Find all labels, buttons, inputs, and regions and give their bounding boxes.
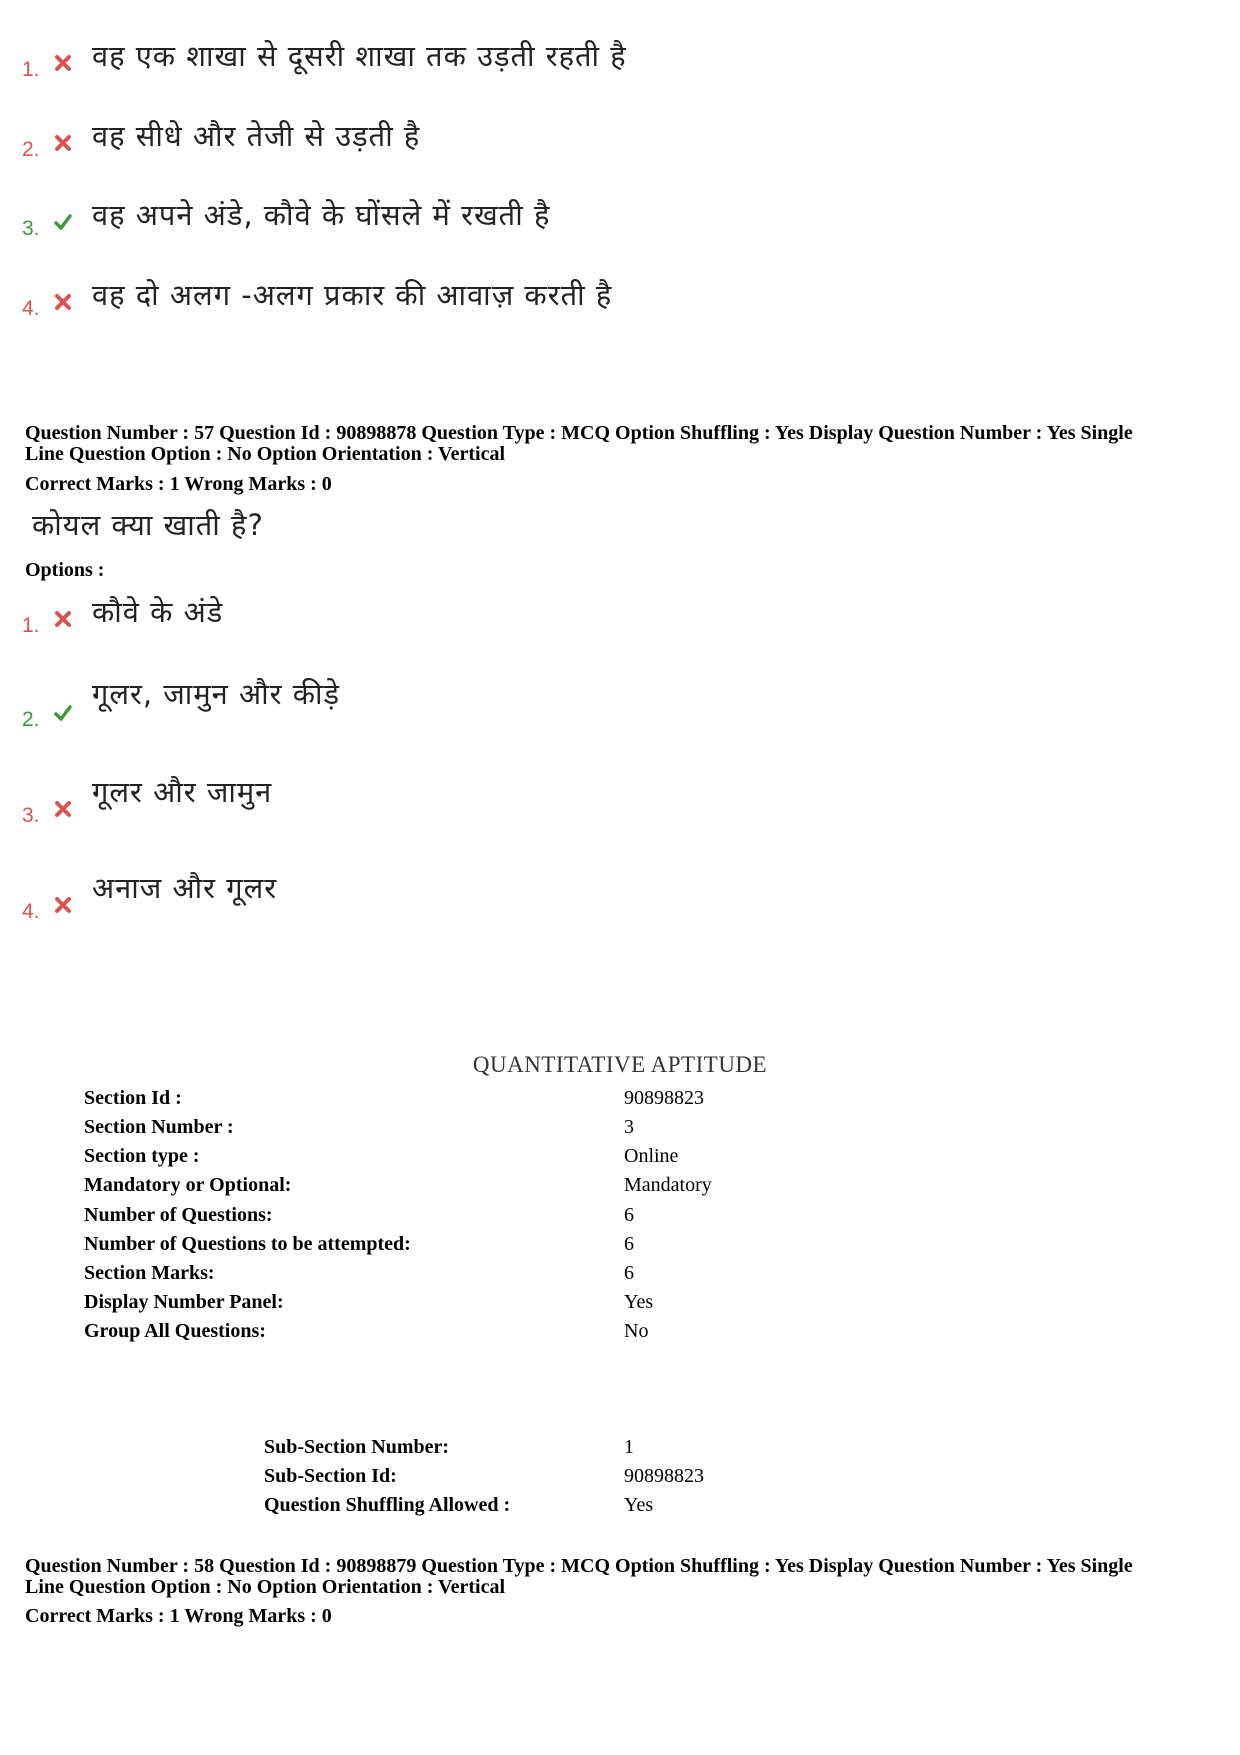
- section-row-value: 3: [624, 1116, 634, 1138]
- q57-header: [25, 423, 1225, 465]
- q57-header-line2: Line Question Option : No Option Orientation : Vertical: [25, 443, 506, 465]
- cross-icon: [54, 896, 72, 914]
- option-text: वह सीधे और तेजी से उड़ती है: [92, 119, 421, 153]
- subsection-row-value: 90898823: [624, 1465, 704, 1487]
- option-number: 2.: [22, 708, 40, 731]
- options-label: Options :: [25, 559, 105, 581]
- cross-icon: [54, 800, 72, 818]
- q57-question-text: कोयल क्या खाती है?: [32, 508, 264, 542]
- section-row-label: Section Marks:: [84, 1262, 215, 1284]
- option-text: गूलर और जामुन: [92, 775, 273, 809]
- cross-icon: [54, 610, 72, 628]
- section-row-value: Yes: [624, 1291, 654, 1313]
- subsection-row-value: 1: [624, 1436, 634, 1458]
- option-number: 4.: [22, 297, 40, 320]
- option-number: 1.: [22, 614, 40, 637]
- section-title: QUANTITATIVE APTITUDE: [472, 1052, 768, 1077]
- section-row-label: Section Number :: [84, 1116, 234, 1138]
- section-row-label: Display Number Panel:: [84, 1291, 284, 1313]
- check-icon: [54, 213, 72, 231]
- section-row-label: Group All Questions:: [84, 1320, 266, 1342]
- option-text: कौवे के अंडे: [92, 595, 224, 629]
- option-text: अनाज और गूलर: [92, 871, 278, 905]
- subsection-row-value: Yes: [624, 1494, 654, 1516]
- option-text: गूलर, जामुन और कीड़े: [92, 677, 341, 711]
- option-text: वह एक शाखा से दूसरी शाखा तक उड़ती रहती है: [92, 39, 627, 73]
- section-row-value: 6: [624, 1204, 634, 1226]
- q58-header: [25, 1556, 1225, 1598]
- option-text: वह अपने अंडे, कौवे के घोंसले में रखती है: [92, 198, 551, 232]
- option-number: 3.: [22, 217, 40, 240]
- q58-header-line1: Question Number : 58 Question Id : 90898879 Question Type : MCQ Option Shuffling : Yes Display Question Number : Yes Single: [25, 1555, 1133, 1577]
- section-row-label: Number of Questions:: [84, 1204, 273, 1226]
- section-row-value: Online: [624, 1145, 679, 1167]
- check-icon: [54, 704, 72, 722]
- section-row-value: 6: [624, 1262, 634, 1284]
- section-row-label: Number of Questions to be attempted:: [84, 1233, 411, 1255]
- section-row-value: 6: [624, 1233, 634, 1255]
- q57-marks: Correct Marks : 1 Wrong Marks : 0: [25, 473, 332, 495]
- section-row-value: No: [624, 1320, 649, 1342]
- q58-marks: Correct Marks : 1 Wrong Marks : 0: [25, 1605, 332, 1627]
- section-row-value: Mandatory: [624, 1174, 712, 1196]
- option-number: 3.: [22, 804, 40, 827]
- subsection-row-label: Sub-Section Number:: [264, 1436, 450, 1458]
- option-number: 1.: [22, 58, 40, 81]
- cross-icon: [54, 54, 72, 72]
- section-row-label: Mandatory or Optional:: [84, 1174, 292, 1196]
- section-row-label: Section type :: [84, 1145, 200, 1167]
- option-number: 2.: [22, 138, 40, 161]
- cross-icon: [54, 293, 72, 311]
- section-row-label: Section Id :: [84, 1087, 182, 1109]
- option-number: 4.: [22, 900, 40, 923]
- option-text: वह दो अलग -अलग प्रकार की आवाज़ करती है: [92, 278, 613, 312]
- q58-header-line2: Line Question Option : No Option Orientation : Vertical: [25, 1576, 506, 1598]
- subsection-row-label: Question Shuffling Allowed :: [264, 1494, 511, 1516]
- section-row-value: 90898823: [624, 1087, 704, 1109]
- q57-header-line1: Question Number : 57 Question Id : 90898878 Question Type : MCQ Option Shuffling : Yes Display Question Number : Yes Single: [25, 422, 1133, 444]
- subsection-row-label: Sub-Section Id:: [264, 1465, 397, 1487]
- cross-icon: [54, 134, 72, 152]
